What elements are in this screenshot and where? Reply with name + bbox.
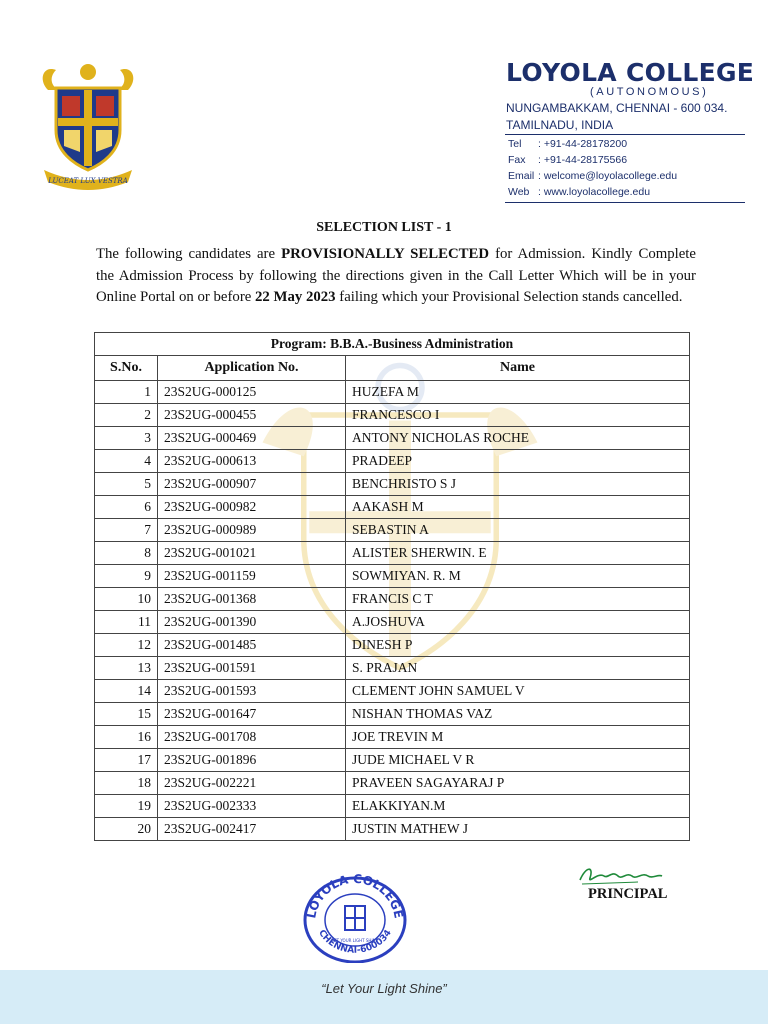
college-name: LOYOLA COLLEGE xyxy=(506,58,755,87)
row-name: SEBASTIN A xyxy=(346,519,690,542)
table-row xyxy=(95,473,690,496)
address-line-2: TAMILNADU, INDIA xyxy=(506,118,614,132)
col-header-application: Application No. xyxy=(158,356,346,381)
program-label: Program: B.B.A.-Business Administration xyxy=(95,333,690,356)
row-sno: 10 xyxy=(95,588,158,611)
row-name: S. PRAJAN xyxy=(346,657,690,680)
row-application-no: 23S2UG-001593 xyxy=(158,680,346,703)
row-application-no: 23S2UG-000989 xyxy=(158,519,346,542)
table-row xyxy=(95,795,690,818)
row-name: HUZEFA M xyxy=(346,381,690,404)
contact-web: Web : www.loyolacollege.edu xyxy=(508,186,651,198)
table-row xyxy=(95,611,690,634)
table-row xyxy=(95,565,690,588)
row-name: JUSTIN MATHEW J xyxy=(346,818,690,841)
row-name: ELAKKIYAN.M xyxy=(346,795,690,818)
principal-label: PRINCIPAL xyxy=(588,886,668,902)
row-application-no: 23S2UG-002333 xyxy=(158,795,346,818)
table-row xyxy=(95,726,690,749)
svg-text:LOYOLA COLLEGE: LOYOLA COLLEGE xyxy=(304,871,406,920)
header-divider-bottom xyxy=(505,202,745,203)
row-name: ALISTER SHERWIN. E xyxy=(346,542,690,565)
row-application-no: 23S2UG-000125 xyxy=(158,381,346,404)
row-application-no: 23S2UG-001896 xyxy=(158,749,346,772)
header-divider xyxy=(505,134,745,135)
row-sno: 15 xyxy=(95,703,158,726)
row-sno: 17 xyxy=(95,749,158,772)
row-sno: 12 xyxy=(95,634,158,657)
table-row xyxy=(95,450,690,473)
row-name: A.JOSHUVA xyxy=(346,611,690,634)
row-name: AAKASH M xyxy=(346,496,690,519)
program-row xyxy=(95,333,690,356)
table-row xyxy=(95,496,690,519)
contact-email: Email : welcome@loyolacollege.edu xyxy=(508,170,678,182)
row-application-no: 23S2UG-001485 xyxy=(158,634,346,657)
row-name: ANTONY NICHOLAS ROCHE xyxy=(346,427,690,450)
row-name: JUDE MICHAEL V R xyxy=(346,749,690,772)
table-row xyxy=(95,772,690,795)
row-sno: 16 xyxy=(95,726,158,749)
table-row xyxy=(95,634,690,657)
row-sno: 20 xyxy=(95,818,158,841)
row-sno: 4 xyxy=(95,450,158,473)
row-sno: 8 xyxy=(95,542,158,565)
table-row xyxy=(95,818,690,841)
row-sno: 5 xyxy=(95,473,158,496)
college-seal-stamp xyxy=(295,868,415,963)
table-row xyxy=(95,680,690,703)
footer-tagline: “Let Your Light Shine” xyxy=(321,981,447,996)
col-header-name: Name xyxy=(346,356,690,381)
row-sno: 19 xyxy=(95,795,158,818)
row-sno: 9 xyxy=(95,565,158,588)
svg-text:CHENNAI-600034: CHENNAI-600034 xyxy=(316,928,394,956)
row-application-no: 23S2UG-000469 xyxy=(158,427,346,450)
row-application-no: 23S2UG-001708 xyxy=(158,726,346,749)
row-sno: 18 xyxy=(95,772,158,795)
col-header-sno: S.No. xyxy=(95,356,158,381)
svg-text:LET YOUR LIGHT SHINE: LET YOUR LIGHT SHINE xyxy=(331,938,379,943)
row-application-no: 23S2UG-001390 xyxy=(158,611,346,634)
table-header-row xyxy=(95,356,690,381)
row-application-no: 23S2UG-000455 xyxy=(158,404,346,427)
row-application-no: 23S2UG-001591 xyxy=(158,657,346,680)
table-row xyxy=(95,588,690,611)
table-row xyxy=(95,749,690,772)
row-sno: 2 xyxy=(95,404,158,427)
autonomous-label: (AUTONOMOUS) xyxy=(590,86,709,98)
row-sno: 6 xyxy=(95,496,158,519)
row-application-no: 23S2UG-002417 xyxy=(158,818,346,841)
row-sno: 1 xyxy=(95,381,158,404)
row-application-no: 23S2UG-001647 xyxy=(158,703,346,726)
row-application-no: 23S2UG-002221 xyxy=(158,772,346,795)
row-sno: 14 xyxy=(95,680,158,703)
table-row xyxy=(95,542,690,565)
row-name: PRAVEEN SAGAYARAJ P xyxy=(346,772,690,795)
row-name: CLEMENT JOHN SAMUEL V xyxy=(346,680,690,703)
notice-paragraph: The following candidates are PROVISIONALLY SELECTED for Admission. Kindly Complete the Admission Process by following the directions given in the Call Letter Which will be in your Online Portal on or before 22 May 2023 failing which your Provisional Selection stands cancelled. xyxy=(96,246,696,305)
table-row xyxy=(95,519,690,542)
row-sno: 11 xyxy=(95,611,158,634)
contact-tel: Tel : +91-44-28178200 xyxy=(508,138,628,150)
table-row xyxy=(95,703,690,726)
row-application-no: 23S2UG-001159 xyxy=(158,565,346,588)
row-application-no: 23S2UG-000982 xyxy=(158,496,346,519)
row-name: PRADEEP xyxy=(346,450,690,473)
crest-motto: LUCEAT LUX VESTRA xyxy=(48,177,128,185)
address-line-1: NUNGAMBAKKAM, CHENNAI - 600 034. xyxy=(506,101,728,115)
row-application-no: 23S2UG-000613 xyxy=(158,450,346,473)
row-name: FRANCIS C T xyxy=(346,588,690,611)
row-name: JOE TREVIN M xyxy=(346,726,690,749)
row-name: DINESH P xyxy=(346,634,690,657)
table-row xyxy=(95,404,690,427)
row-application-no: 23S2UG-001021 xyxy=(158,542,346,565)
row-name: BENCHRISTO S J xyxy=(346,473,690,496)
row-sno: 7 xyxy=(95,519,158,542)
row-name: NISHAN THOMAS VAZ xyxy=(346,703,690,726)
selection-table xyxy=(94,332,690,841)
table-row xyxy=(95,381,690,404)
row-sno: 13 xyxy=(95,657,158,680)
selection-list-title: SELECTION LIST - 1 xyxy=(316,220,452,235)
footer-band xyxy=(0,970,768,1024)
row-name: FRANCESCO I xyxy=(346,404,690,427)
table-row xyxy=(95,657,690,680)
college-crest-logo xyxy=(38,60,138,190)
contact-fax: Fax : +91-44-28175566 xyxy=(508,154,628,166)
row-sno: 3 xyxy=(95,427,158,450)
row-application-no: 23S2UG-000907 xyxy=(158,473,346,496)
row-application-no: 23S2UG-001368 xyxy=(158,588,346,611)
row-name: SOWMIYAN. R. M xyxy=(346,565,690,588)
table-row xyxy=(95,427,690,450)
